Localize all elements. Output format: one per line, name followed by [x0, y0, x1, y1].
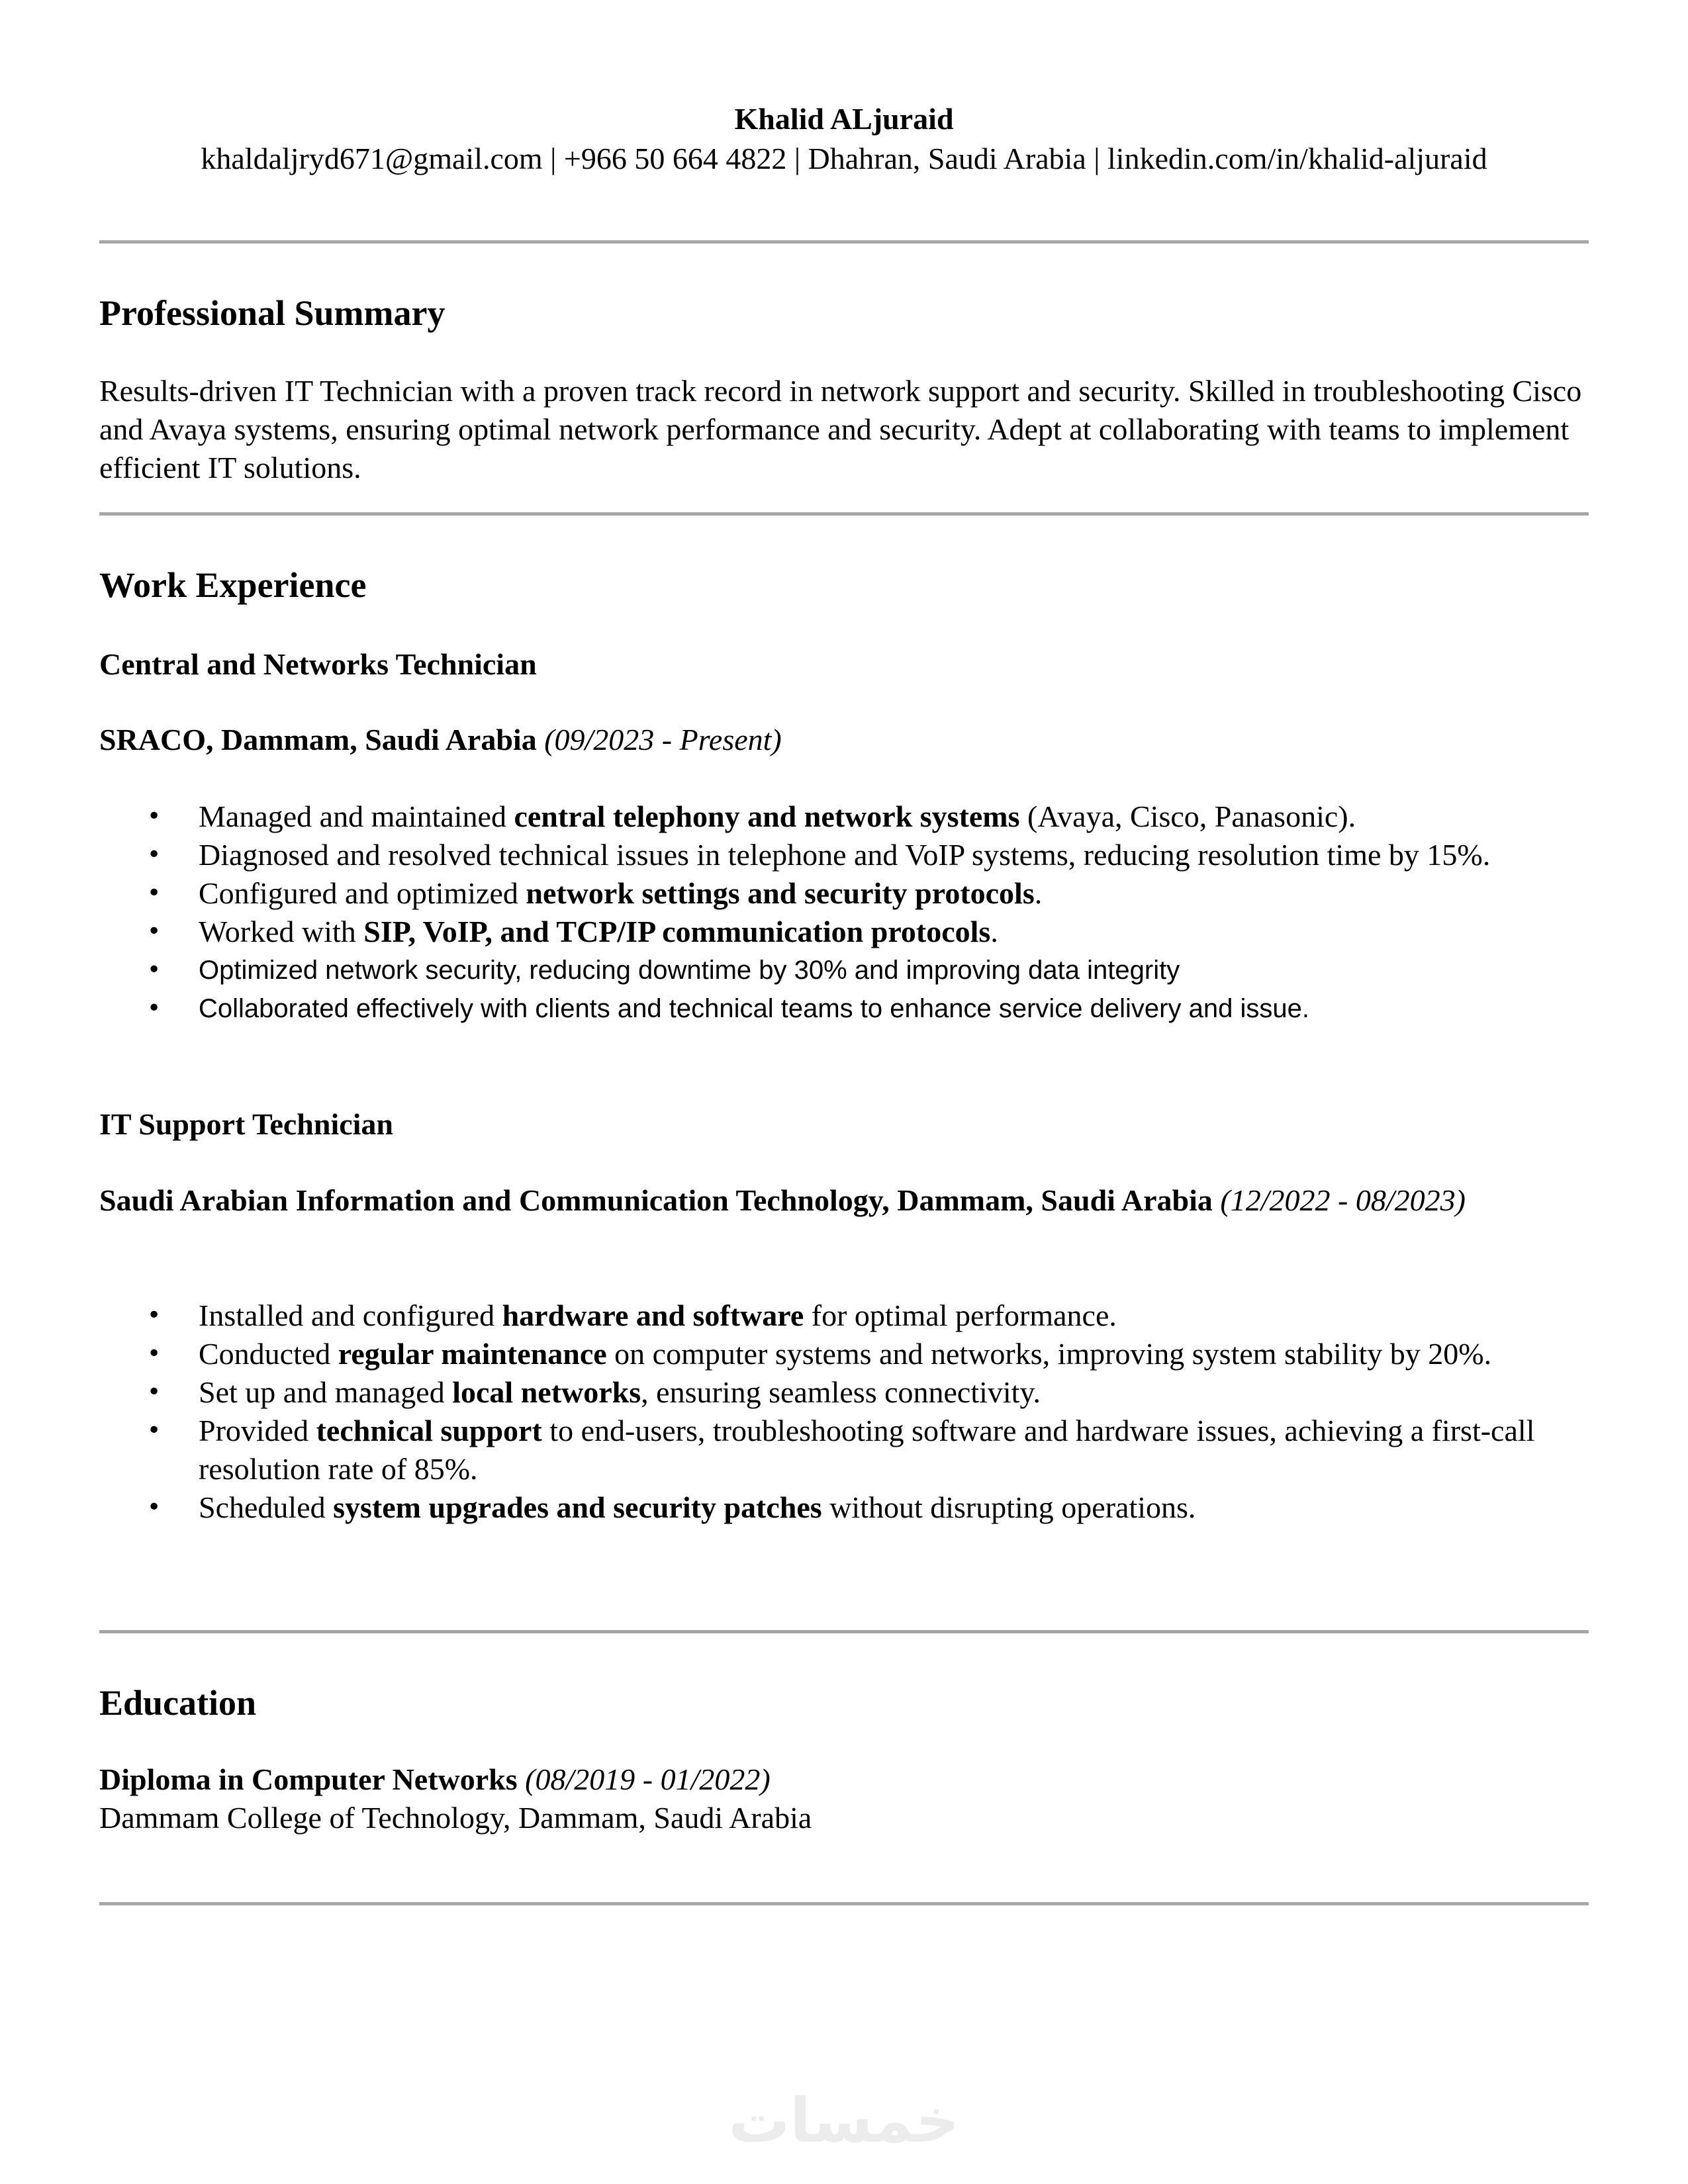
summary-text: Results-driven IT Technician with a proven track record in network support and security. Skilled in troubleshooting Cisco and Avaya systems, ensuring optimal network performance and security. Adept at collaborating with teams to implement efficient IT solutions.	[99, 374, 1582, 484]
watermark-logo: خمسات	[728, 2085, 960, 2156]
job-company-line	[99, 1181, 1589, 1220]
summary-heading: Professional Summary	[99, 293, 445, 333]
education-degree: Diploma in Computer Networks	[99, 1762, 518, 1796]
section-divider	[99, 1902, 1589, 1905]
education-degree-line	[99, 1760, 771, 1799]
job-dates: (12/2022 - 08/2023)	[1220, 1183, 1466, 1217]
section-divider	[99, 512, 1589, 516]
job-bullets	[99, 1297, 1589, 1527]
bullet-item: • Set up and managed local networks, ensuring seamless connectivity.	[99, 1373, 1589, 1412]
job-company: SRACO, Dammam, Saudi Arabia	[99, 723, 537, 756]
bullet-item: • Diagnosed and resolved technical issues in telephone and VoIP systems, reducing resolution time by 15%.	[99, 836, 1589, 874]
bullet-item: • Provided technical support to end-users, troubleshooting software and hardware issues, achieving a first-call resolution rate of 85%.	[99, 1412, 1589, 1488]
bullet-item: • Worked with SIP, VoIP, and TCP/IP communication protocols.	[99, 913, 1589, 951]
job-title: Central and Networks Technician	[99, 647, 537, 681]
education-heading: Education	[99, 1683, 257, 1723]
job-dates: (09/2023 - Present)	[544, 723, 782, 756]
bullet-item: • Installed and configured hardware and software for optimal performance.	[99, 1297, 1589, 1335]
bullet-item: • Optimized network security, reducing downtime by 30% and improving data integrity	[99, 951, 1589, 989]
bullet-item: • Scheduled system upgrades and security patches without disrupting operations.	[99, 1488, 1589, 1527]
section-divider	[99, 1630, 1589, 1633]
section-divider	[99, 240, 1589, 244]
bullet-item: • Collaborated effectively with clients and technical teams to enhance service delivery and issue.	[99, 989, 1589, 1028]
contact-line: khaldaljryd671@gmail.com | +966 50 664 4822 | Dhahran, Saudi Arabia | linkedin.com/in/khalid-aljuraid	[201, 142, 1487, 175]
education-dates: (08/2019 - 01/2022)	[525, 1762, 771, 1796]
bullet-item: • Configured and optimized network settings and security protocols.	[99, 874, 1589, 913]
education-school: Dammam College of Technology, Dammam, Saudi Arabia	[99, 1801, 812, 1835]
bullet-item: • Conducted regular maintenance on computer systems and networks, improving system stability by 20%.	[99, 1335, 1589, 1373]
experience-heading: Work Experience	[99, 565, 367, 605]
job-title: IT Support Technician	[99, 1107, 394, 1141]
resume-header	[0, 99, 1688, 179]
job-bullets	[99, 797, 1589, 1028]
candidate-name: Khalid ALjuraid	[734, 102, 954, 136]
job-company: Saudi Arabian Information and Communication Technology, Dammam, Saudi Arabia	[99, 1183, 1213, 1217]
bullet-item: • Managed and maintained central telephony and network systems (Avaya, Cisco, Panasonic).	[99, 797, 1589, 836]
job-company-line	[99, 721, 1589, 759]
